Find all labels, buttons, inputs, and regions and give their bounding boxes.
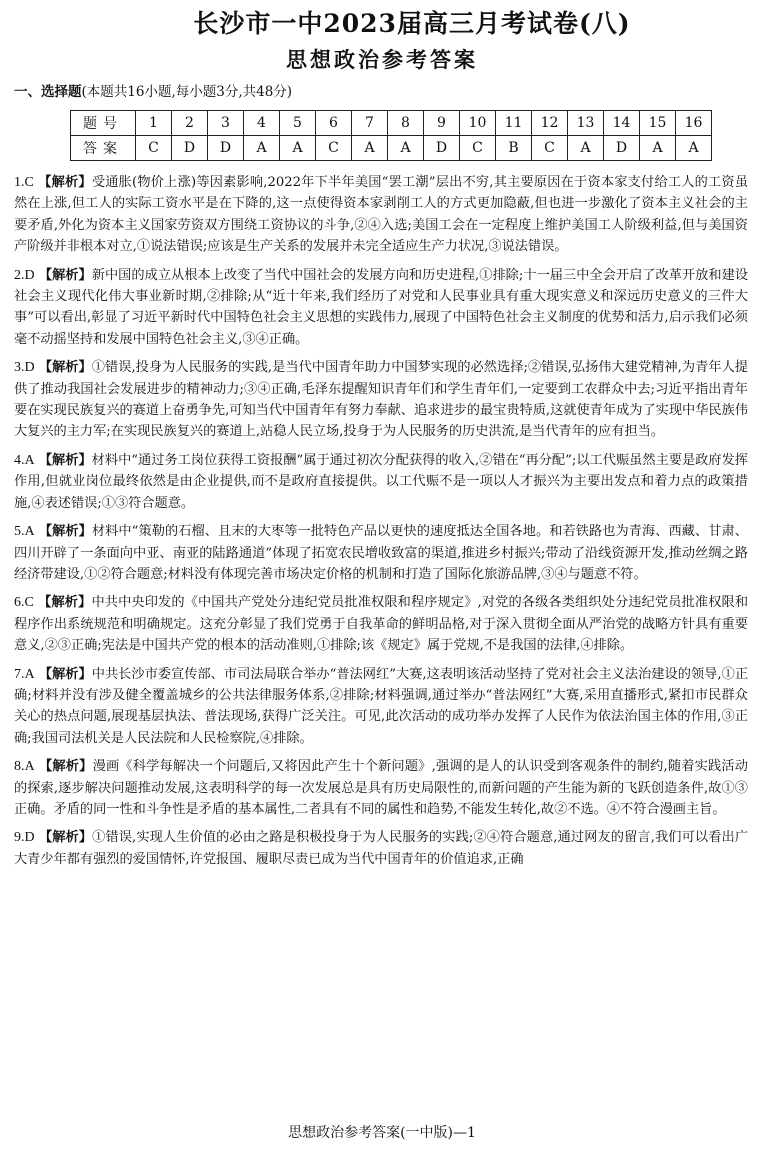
question-explanation [14, 450, 748, 514]
question-number-answer: 5.A [14, 524, 35, 540]
answer-cell: D [208, 136, 244, 161]
question-number-answer: 1.C [14, 175, 34, 190]
question-number-cell: 4 [244, 111, 280, 136]
question-number-answer: 9.D [14, 830, 35, 846]
question-number-cell: 5 [280, 111, 316, 136]
question-number-answer: 8.A [14, 759, 35, 775]
answer-cell: D [424, 136, 460, 161]
explanation-tag: 【解析】 [38, 524, 92, 540]
answer-cell: A [280, 136, 316, 161]
question-explanation [14, 357, 748, 443]
question-number-cell: 15 [640, 111, 676, 136]
answer-cell: C [532, 136, 568, 161]
number-row-label: 题号 [71, 111, 136, 136]
answer-cell: D [172, 136, 208, 161]
question-number-cell: 9 [424, 111, 460, 136]
page-footer: 思想政治参考答案(一中版)—1 [288, 1125, 476, 1141]
answer-cell: A [388, 136, 424, 161]
explanation-text: 新中国的成立从根本上改变了当代中国社会的发展方向和历史进程,①排除;十一届三中全会开启了改革开放和建设社会主义现代化伟大事业新时期,②排除;从“近十年来,我们经历了对党和人民事业具有重大现实意义和深远历史意义的三件大事”可以看出,彰显了习近平新时代中国特色社会主义思想的实践伟力,展现了中国特色社会主义制度的优势和活力,启示我们必须毫不动摇坚持和发展中国特色社会主义,③④正确。 [14, 267, 749, 347]
explanation-tag: 【解析】 [39, 759, 93, 775]
question-number-cell: 11 [496, 111, 532, 136]
question-explanation [14, 664, 748, 750]
section-label: 一、选择题 [14, 84, 82, 100]
explanation-text: ①错误,实现人生价值的必由之路是积极投身于为人民服务的实践;②④符合题意,通过网友的留言,我们可以看出广大青少年都有强烈的爱国情怀,许党报国、履职尽责已成为当代中国青年的价值追求,正确 [14, 830, 749, 867]
explanation-tag: 【解析】 [38, 595, 92, 611]
explanation-tag: 【解析】 [38, 830, 93, 846]
question-number-cell: 12 [532, 111, 568, 136]
answer-table-number-row [71, 111, 712, 136]
question-number-answer: 6.C [14, 595, 34, 611]
question-number-cell: 14 [604, 111, 640, 136]
page-subtitle: 思想政治参考答案 [286, 47, 478, 72]
explanation-tag: 【解析】 [38, 666, 92, 682]
answer-cell: A [640, 136, 676, 161]
question-number-cell: 6 [316, 111, 352, 136]
explanation-text: 材料中“策勒的石榴、且末的大枣等一批特色产品以更快的速度抵达全国各地。和若铁路也为青海、西藏、甘肃、四川开辟了一条面向中亚、南亚的陆路通道”体现了拓宽农民增收致富的渠道,推进乡村振兴;带动了沿线资源开发,推动丝绸之路经济带建设,①②符合题意;材料没有体现完善市场决定价格的机制和打造了国际化旅游品牌,③④与题意不符。 [14, 524, 748, 582]
answer-cell: B [496, 136, 532, 161]
question-explanation [14, 756, 748, 820]
question-number-answer: 4.A [14, 452, 35, 468]
question-explanation [14, 172, 748, 258]
question-number-answer: 3.D [14, 360, 35, 376]
question-number-answer: 2.D [14, 267, 35, 283]
question-number-cell: 10 [460, 111, 496, 136]
explanation-text: 材料中“通过务工岗位获得工资报酬”属于通过初次分配获得的收入,②错在“再分配”;以工代赈虽然主要是政府发挥作用,但就业岗位最终依然是由企业提供,而不是政府直接提供。以工代赈不是一项以人才振兴为主要出发点和着力点的政策措施,④表述错误;①③符合题意。 [14, 452, 748, 511]
question-explanation [14, 827, 748, 870]
explanation-text: 受通胀(物价上涨)等因素影响,2022年下半年美国“罢工潮”层出不穷,其主要原因在于资本家支付给工人的工资虽然在上涨,但工人的实际工资水平是在下降的,这一点使得资本家剥削工人的方式更加隐蔽,但也进一步激化了资本主义社会的主要矛盾,外化为资本主义国家劳资双方围绕工资协议的斗争,②④入选;美国工会在一定程度上维护美国工人阶级利益,但与美国资产阶级并非根本对立,①说法错误;应该是生产关系的发展并未完全适应生产力状况,③说法错误。 [14, 175, 749, 255]
explanation-tag: 【解析】 [38, 267, 92, 283]
answer-cell: A [352, 136, 388, 161]
explanation-tag: 【解析】 [38, 360, 92, 376]
question-list [14, 172, 748, 877]
question-number-answer: 7.A [14, 666, 35, 682]
answer-cell: C [316, 136, 352, 161]
question-number-cell: 16 [676, 111, 712, 136]
explanation-tag: 【解析】 [38, 452, 92, 468]
question-number-cell: 7 [352, 111, 388, 136]
question-number-cell: 13 [568, 111, 604, 136]
explanation-text: 中共长沙市委宣传部、市司法局联合举办“普法网红”大赛,这表明该活动坚持了党对社会主义法治建设的领导,①正确;材料并没有涉及健全覆盖城乡的公共法律服务体系,②排除;材料强调,通过举办“普法网红”大赛,采用直播形式,紧扣市民群众关心的热点问题,展现基层执法、普法现场,获得广泛关注。可见,此次活动的成功举办发挥了人民作为依法治国主体的作用,③正确;我国司法机关是人民法院和人民检察院,④排除。 [14, 666, 749, 746]
explanation-text: 中共中央印发的《中国共产党处分违纪党员批准权限和程序规定》,对党的各级各类组织处分违纪党员批准权限和程序作出系统规范和明确规定。这充分彰显了我们党勇于自我革命的鲜明品格,对于深入贯彻全面从严治党的战略方针具有重要意义,②③正确;宪法是中国共产党的根本的活动准则,①排除;该《规定》属于党规,不是我国的法律,④排除。 [14, 595, 749, 654]
explanation-text: ①错误,投身为人民服务的实践,是当代中国青年助力中国梦实现的必然选择;②错误,弘扬伟大建党精神,为青年人提供了推动我国社会发展进步的精神动力;③④正确,毛泽东提醒知识青年们和学生青年们,一定要到工农群众中去;习近平指出青年要在实现民族复兴的赛道上奋勇争先,可知当代中国青年有努力奉献、追求进步的最宝贵特质,这就使青年成为了实现中华民族伟大复兴的主力军;在实现民族复兴的赛道上,站稳人民立场,投身于为人民服务的历史洪流,是当代青年的应有担当。 [14, 360, 748, 440]
answer-cell: A [676, 136, 712, 161]
answer-row-label: 答案 [71, 136, 136, 161]
explanation-tag: 【解析】 [38, 175, 92, 190]
section-heading [14, 80, 292, 100]
question-explanation [14, 265, 748, 351]
answer-table-answer-row [71, 136, 712, 161]
explanation-text: 漫画《科学每解决一个问题后,又将因此产生十个新问题》,强调的是人的认识受到客观条件的制约,随着实践活动的探索,逐步解决问题推动发展,这表明科学的每一次发展总是具有历史局限性的,而新问题的产生能为新的飞跃创造条件,故①③正确。矛盾的同一性和斗争性是矛盾的基本属性,二者具有不同的属性和趋势,不能发生转化,故②不选。④不符合漫画主旨。 [14, 759, 748, 817]
page-title: 长沙市一中2023届高三月考试卷(八) [193, 9, 631, 38]
answer-table [70, 110, 712, 161]
answer-cell: D [604, 136, 640, 161]
answer-cell: A [568, 136, 604, 161]
answer-cell: C [460, 136, 496, 161]
section-note: (本题共16小题,每小题3分,共48分) [81, 84, 293, 100]
question-number-cell: 1 [136, 111, 172, 136]
answer-cell: C [136, 136, 172, 161]
question-explanation [14, 521, 748, 585]
question-explanation [14, 592, 748, 656]
question-number-cell: 3 [208, 111, 244, 136]
answer-cell: A [244, 136, 280, 161]
question-number-cell: 8 [388, 111, 424, 136]
question-number-cell: 2 [172, 111, 208, 136]
